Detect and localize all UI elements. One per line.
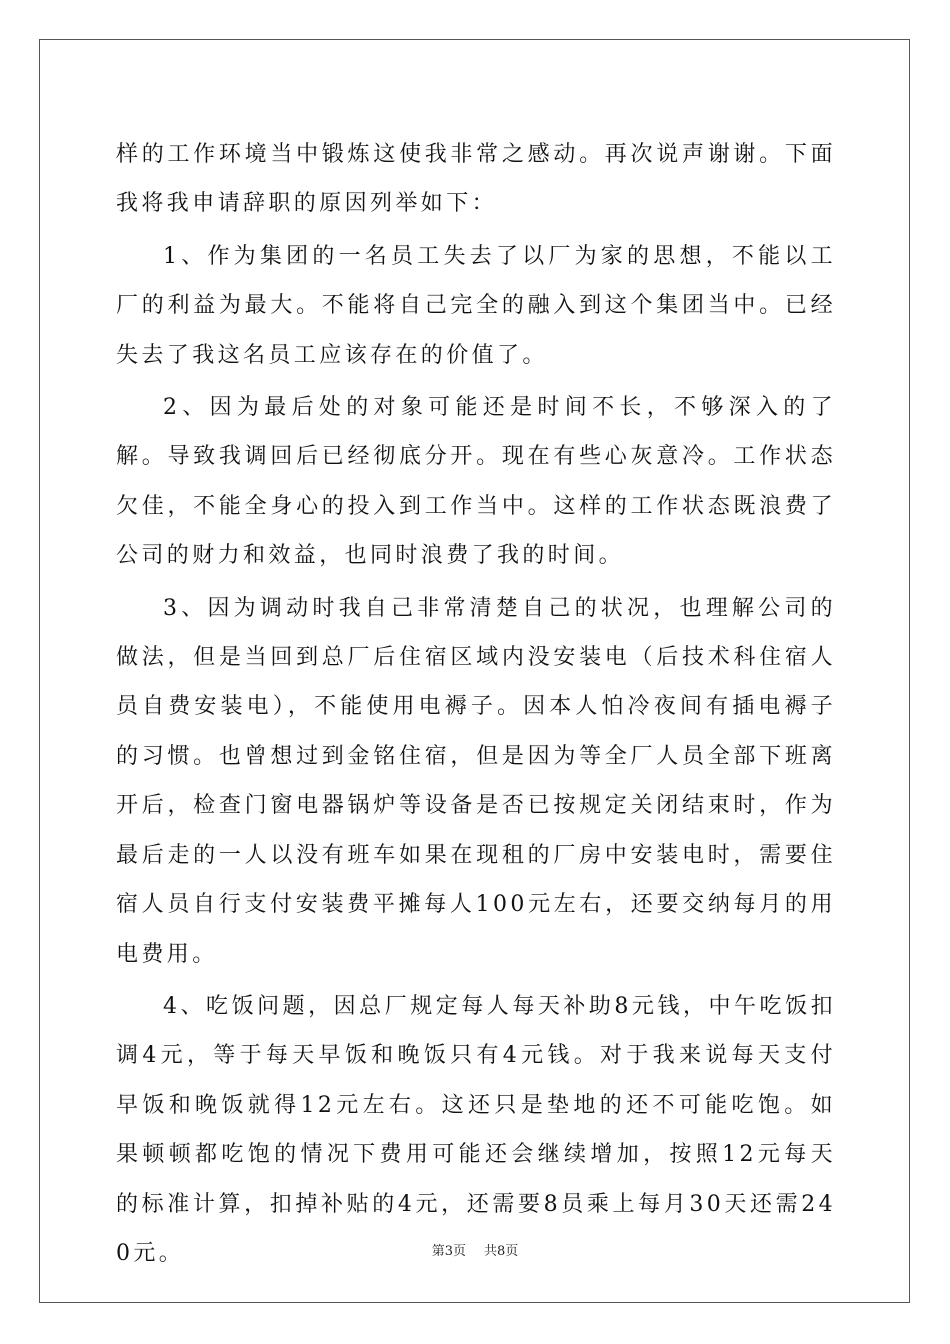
total-page-count: 共8页	[484, 1244, 519, 1259]
paragraph-reason-3: 3、因为调动时我自己非常清楚自己的状况，也理解公司的做法，但是当回到总厂后住宿区域内没安装电（后技术科住宿人员自费安装电），不能使用电褥子。因本人怕冷夜间有插电褥子的习惯。也曾想过到金铭住宿，但是因为等全厂人员全部下班离开后，检查门窗电器锅炉等设备是否已按规定关闭结束时，作为最后走的一人以没有班车如果在现租的厂房中安装电时，需要住宿人员自行支付安装费平摊每人100元左右，还要交纳每月的用电费用。	[116, 595, 836, 967]
paragraph-intro: 样的工作环境当中锻炼这使我非常之感动。再次说声谢谢。下面我将我申请辞职的原因列举如下：	[116, 142, 836, 217]
document-body	[116, 130, 836, 1281]
paragraph-reason-2: 2、因为最后处的对象可能还是时间不长，不够深入的了解。导致我调回后已经彻底分开。现在有些心灰意冷。工作状态欠佳，不能全身心的投入到工作当中。这样的工作状态既浪费了公司的财力和效益，也同时浪费了我的时间。	[116, 395, 836, 569]
page-footer	[0, 1244, 950, 1260]
current-page-number: 第3页	[431, 1244, 466, 1259]
paragraph-reason-4: 4、吃饭问题，因总厂规定每人每天补助8元钱，中午吃饭扣调4元，等于每天早饭和晚饭只有4元钱。对于我来说每天支付早饭和晚饭就得12元左右。这还只是垫地的还不可能吃饱。如果顿顿都吃饱的情况下费用可能还会继续增加，按照12元每天的标准计算，扣掉补贴的4元，还需要8员乘上每月30天还需240元。	[116, 993, 836, 1266]
paragraph-reason-1: 1、作为集团的一名员工失去了以厂为家的思想，不能以工厂的利益为最大。不能将自己完全的融入到这个集团当中。已经失去了我这名员工应该存在的价值了。	[116, 243, 836, 368]
